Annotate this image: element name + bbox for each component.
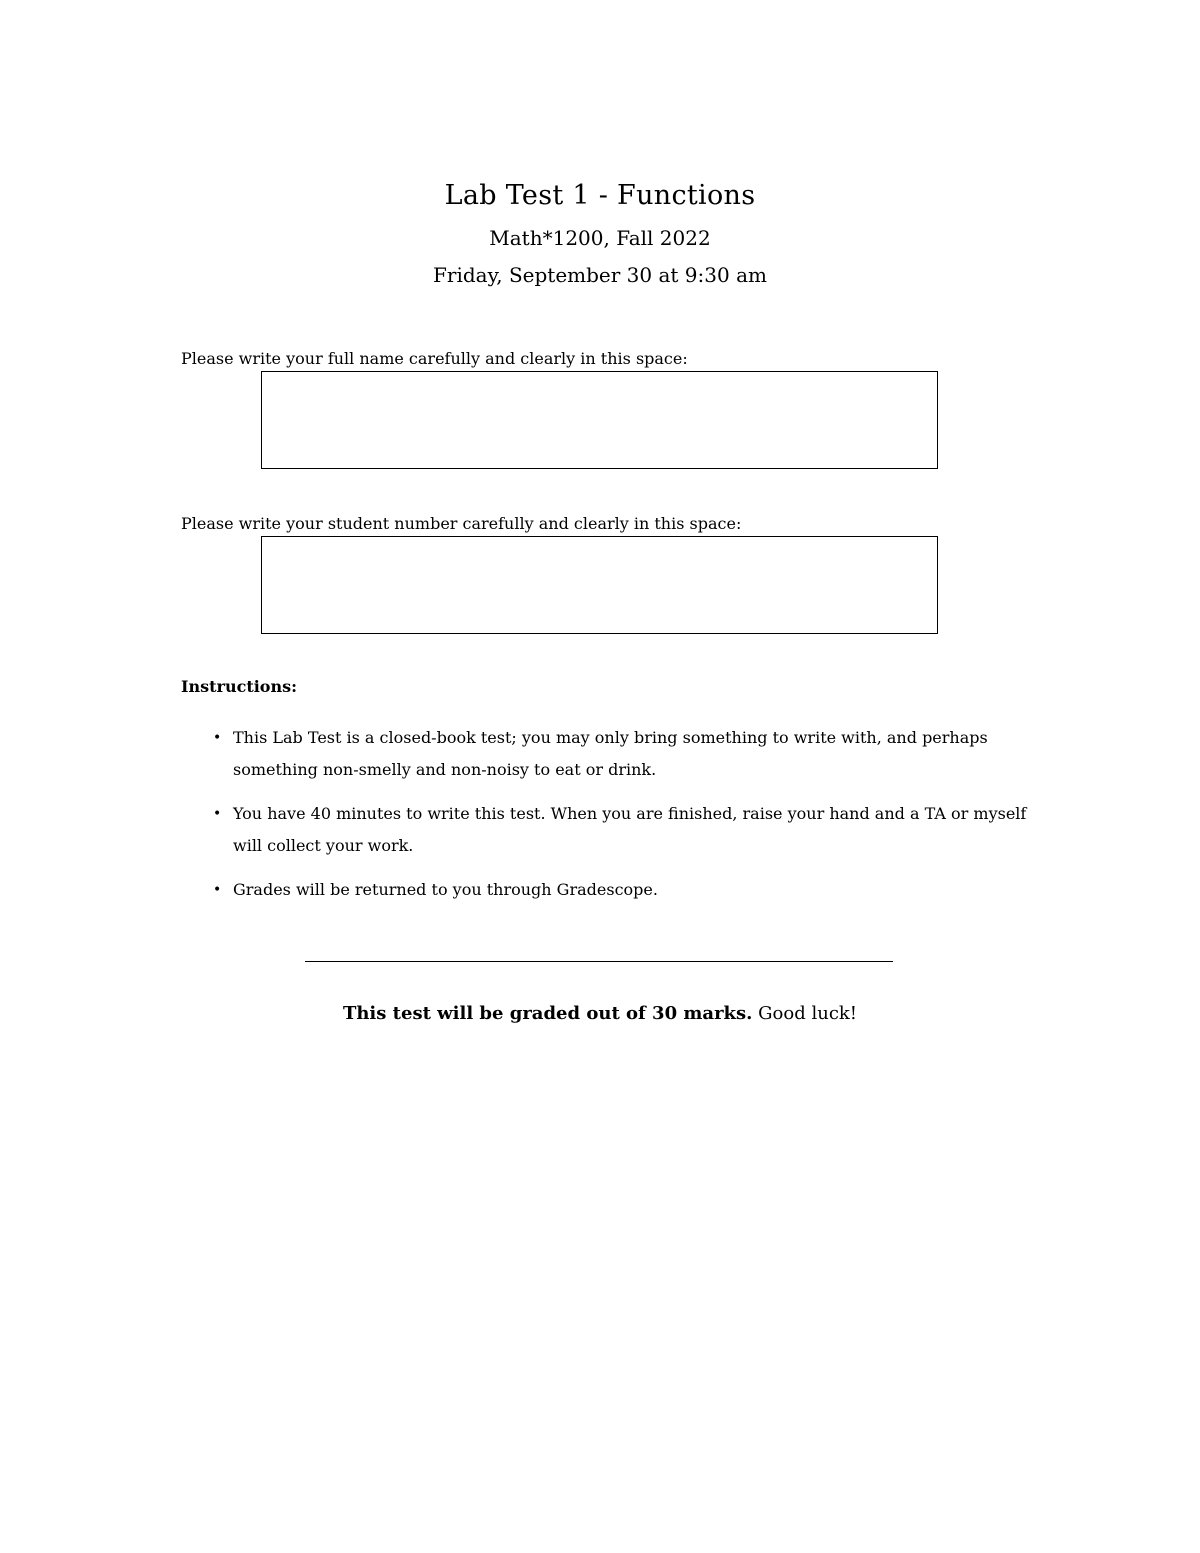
- name-write-box[interactable]: [261, 371, 938, 469]
- closing-line: [0, 1003, 1200, 1024]
- instruction-text: You have 40 minutes to write this test. When you are finished, raise your hand and a TA or myself will collect your work.: [233, 804, 1027, 855]
- instructions-list: [213, 722, 1033, 918]
- divider-rule: [305, 961, 893, 962]
- instruction-text: Grades will be returned to you through Gradescope.: [233, 880, 658, 899]
- exam-title: Lab Test 1 - Functions: [444, 180, 756, 211]
- instruction-item: [213, 798, 1033, 862]
- instructions-heading: Instructions:: [181, 677, 298, 696]
- instruction-item: [213, 722, 1033, 786]
- instruction-item: [213, 874, 1033, 906]
- bullet-icon: •: [213, 882, 222, 898]
- bullet-icon: •: [213, 730, 222, 746]
- name-prompt: Please write your full name carefully and clearly in this space:: [181, 349, 688, 368]
- bullet-icon: •: [213, 806, 222, 822]
- exam-date: Friday, September 30 at 9:30 am: [433, 263, 767, 287]
- good-luck-text: Good luck!: [758, 1003, 858, 1024]
- student-number-prompt: Please write your student number carefully and clearly in this space:: [181, 514, 742, 533]
- instruction-text: This Lab Test is a closed-book test; you may only bring something to write with, and perhaps something non-smelly and non-noisy to eat or drink.: [233, 728, 988, 779]
- student-number-write-box[interactable]: [261, 536, 938, 634]
- course-line: Math*1200, Fall 2022: [489, 226, 711, 250]
- grading-note: This test will be graded out of 30 marks.: [342, 1003, 753, 1024]
